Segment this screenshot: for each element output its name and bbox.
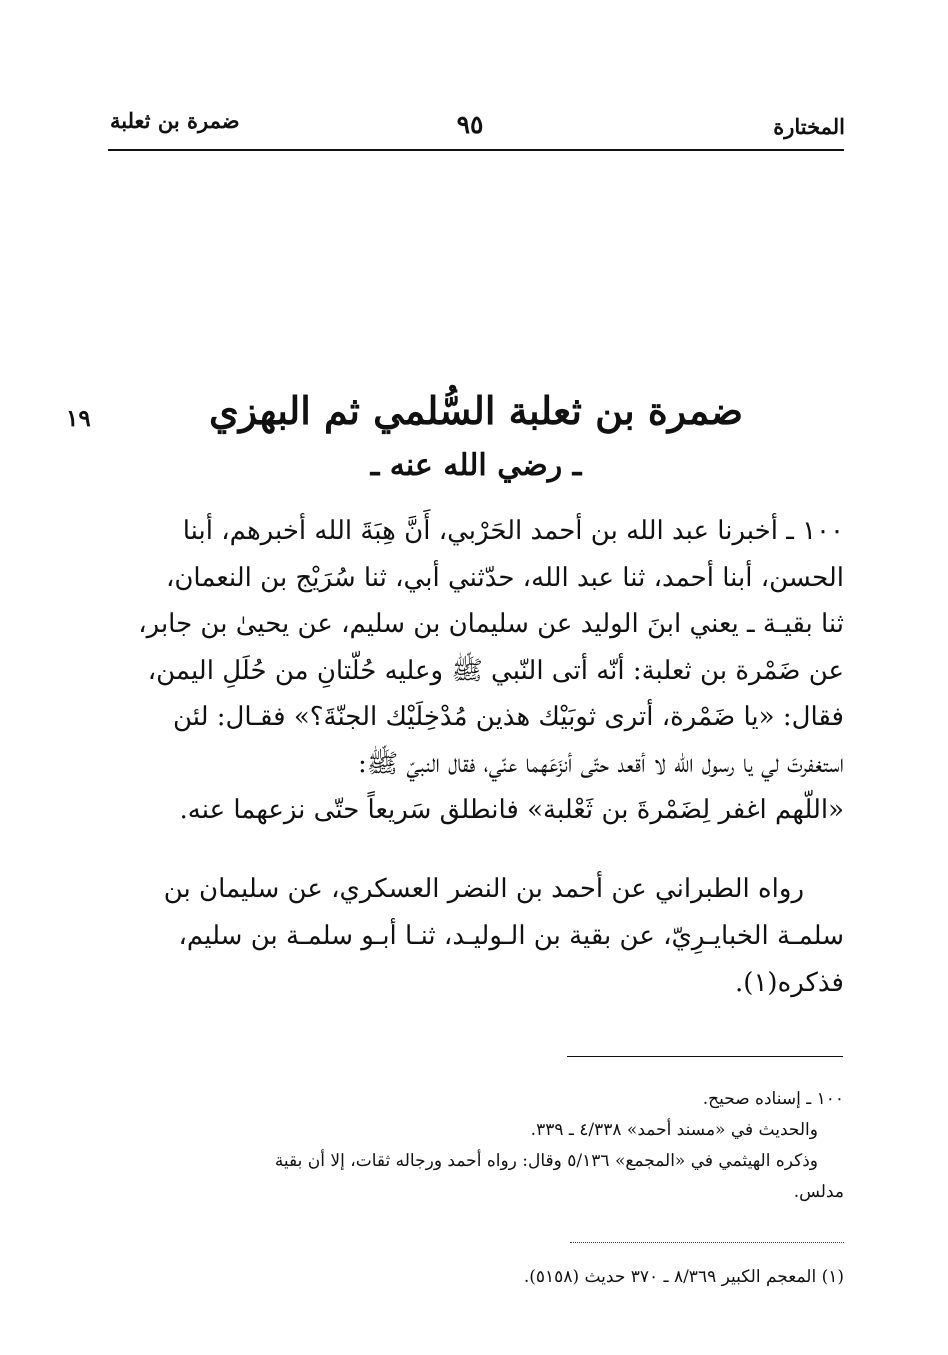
running-header-section-title: ضمرة بن ثعلبة	[110, 108, 240, 133]
note-line: والحديث في «مسند أحمد» ٤/٣٣٨ ـ ٣٣٩.	[530, 1120, 818, 1140]
narration-paragraph	[108, 866, 844, 1007]
hadith-line: فقال: «يا ضَمْرة، أترى ثوبَيْك هذين مُدْخِلَيْك الجنّةَ؟» فقـال: لئن	[172, 702, 844, 732]
hadith-line: عن ضَمْرة بن ثعلبة: أنّه أتى النّبي ﷺ وعليه حُلّتانِ من حُلَلِ اليمن،	[147, 655, 844, 686]
hadith-line: الحسن، أبنا أحمد، ثنا عبد الله، حدّثني أبي، ثنا سُرَيْج بن النعمان،	[165, 562, 844, 593]
narration-line: فذكره(١).	[735, 968, 844, 998]
running-header-book-title: المختارة	[773, 114, 845, 139]
hadith-line: ثنا بقيـة ـ يعني ابنَ الوليد عن سليمان بن سليم، عن يحيىٰ بن جابر،	[138, 609, 844, 639]
footnote-rule	[567, 1056, 843, 1057]
footnote: (١) المعجم الكبير ٨/٣٦٩ ـ ٣٧٠ حديث (٥١٥٨).	[523, 1267, 844, 1287]
section-title: ضمرة بن ثعلبة السُّلمي ثم البهزي	[208, 388, 744, 433]
footnote-separator	[570, 1242, 844, 1243]
note-line: مدلس.	[793, 1182, 844, 1202]
margin-number: ١٩	[66, 405, 91, 432]
page-number: ٩٥	[456, 110, 484, 139]
header-rule	[108, 149, 844, 151]
hadith-text	[108, 508, 844, 834]
narration-line: رواه الطبراني عن أحمد بن النضر العسكري، عن سليمان بن	[163, 874, 804, 904]
hadith-line: «اللّهم اغفر لِضَمْرةَ بن ثَعْلبة» فانطلق سَريعاً حتّى نزعهما عنه.	[179, 795, 844, 825]
note-line: وذكره الهيثمي في «المجمع» ٥/١٣٦ وقال: رواه أحمد ورجاله ثقات، إلا أن بقية	[274, 1151, 818, 1171]
note-line: ١٠٠ ـ إسناده صحيح.	[702, 1089, 844, 1109]
section-subtitle: ـ رضي الله عنه ـ	[370, 448, 582, 483]
hadith-line: ١٠٠ ـ أخبرنا عبد الله بن أحمد الحَرْبي، أَنَّ هِبَةَ الله أخبرهم، أبنا	[182, 516, 844, 546]
commentary-notes	[108, 1084, 844, 1208]
narration-line: سلمـة الخبايـرِيّ، عن بقية بن الـوليـد، ثنـا أبـو سلمـة بن سليم،	[178, 921, 844, 951]
hadith-line: استغفرتَ لي يا رسول الله لا أقعد حتّى أنزَعَهما عنّي، فقال النبيّ ﷺ:	[357, 748, 844, 779]
